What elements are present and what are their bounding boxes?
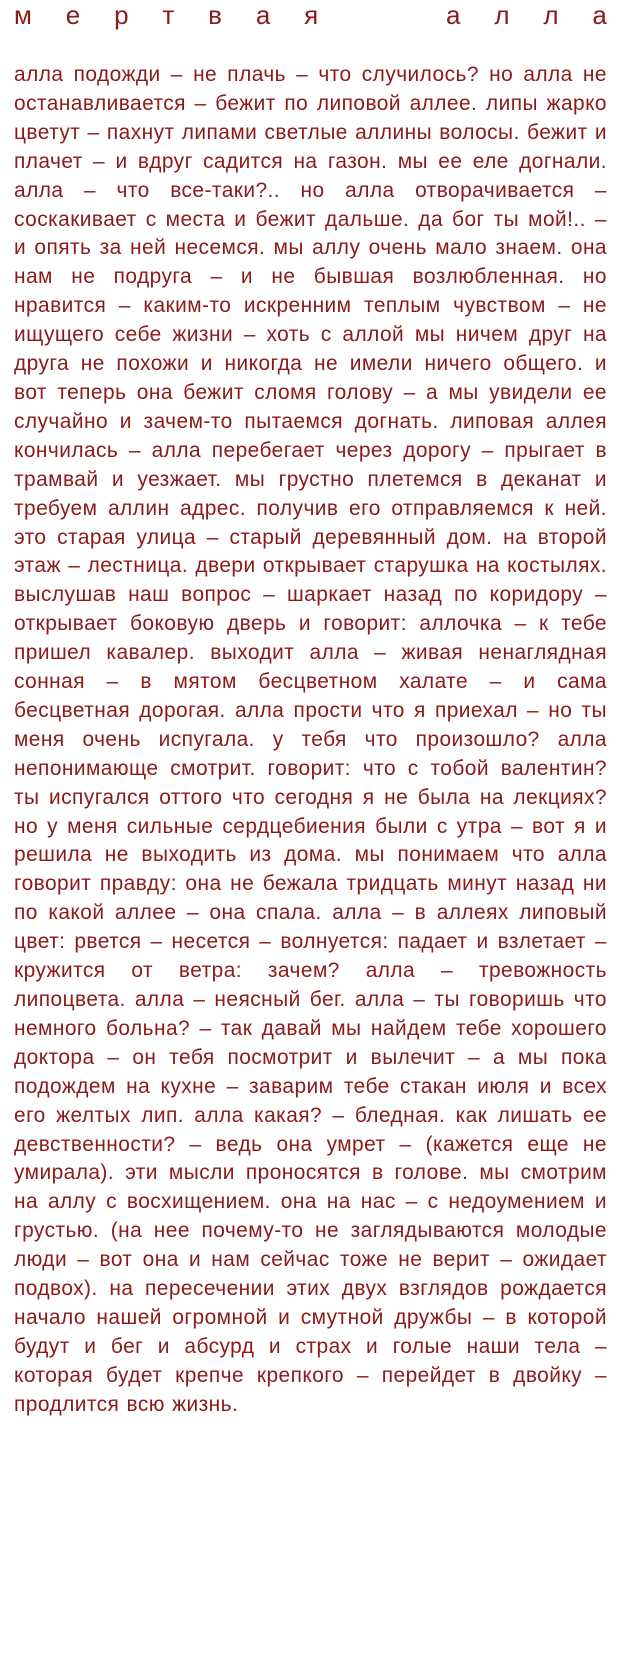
body-text: алла подожди – не плачь – что случилось? но алла не останавливается – бежит по липовой аллее. липы жарко цветут – пахнут липами светлые аллины волосы. бежит и плачет – и вдруг садится на газон. мы ее еле догнали. алла – что все-таки?.. но алла отворачивается – соскакивает с места и бежит дальше. да бог ты мой!.. – и опять за ней несемся. мы аллу очень мало знаем. она нам не подруга – и не бывшая возлюбленная. но нравится – каким-то искренним теплым чувством – не ищущего себе жизни – хоть с аллой мы ничем друг на друга не похожи и никогда не имели ничего общего. и вот теперь она бежит сломя голову – а мы увидели ее случайно и зачем-то пытаемся догнать. липовая аллея кончилась – алла перебегает через дорогу – прыгает в трамвай и уезжает. мы грустно плетемся в деканат и требуем аллин адрес. получив его отправляемся к ней. это старая улица – старый деревянный дом. на второй этаж – лестница. двери открывает старушка на костылях. выслушав наш вопрос – шаркает назад по коридору – открывает боковую дверь и говорит: аллочка – к тебе пришел кавалер. выходит алла – живая ненаглядная сонная – в мятом бесцветном халате – и сама бесцветная дорогая. алла прости что я приехал – но ты меня очень испугала. у тебя что произошло? алла непонимающе смотрит. говорит: что с тобой валентин? ты испугался оттого что сегодня я не была на лекциях? но у меня сильные сердцебиения были с утра – вот я и решила не выходить из дома. мы понимаем что алла говорит правду: она не бежала тридцать минут назад ни по какой аллее – она спала. алла – в аллеях липовый цвет: рвется – несется – волнуется: падает и взлетает – кружится от ветра: зачем? алла – тревожность липоцвета. алла – неясный бег. алла – ты говоришь что немного больна? – так давай мы найдем тебе хорошего доктора – он тебя посмотрит и вылечит – а мы пока подождем на кухне – заварим тебе стакан июля и всех его желтых лип. алла какая? – бледная. как лишать ее девственности? – ведь она умрет – (кажется еще не умирала). эти мысли проносятся в голове. мы смотрим на аллу с восхищением. она на нас – с недоумением и грустью. (на нее почему-то не заглядываются молодые люди – вот она и нам сейчас тоже не верит – ожидает подвох). на пересечении этих двух взглядов рождается начало нашей огромной и смутной дружбы – в которой будут и бег и абсурд и страх и голые наши тела – которая будет крепче крепкого – перейдет в двойку – продлится всю жизнь. (14, 63, 607, 1416)
title-letter: л (494, 0, 510, 30)
title-letter: я (304, 0, 319, 30)
title-letter: а (445, 0, 461, 30)
title-letter: а (592, 0, 607, 30)
title-letter: т (162, 0, 175, 30)
title-letter: м (14, 0, 32, 30)
title-letter: л (543, 0, 559, 30)
page-title (14, 0, 607, 30)
title-letter: е (65, 0, 81, 30)
title-letter: р (114, 0, 129, 30)
title-letter: в (208, 0, 222, 30)
title-letter: а (255, 0, 271, 30)
